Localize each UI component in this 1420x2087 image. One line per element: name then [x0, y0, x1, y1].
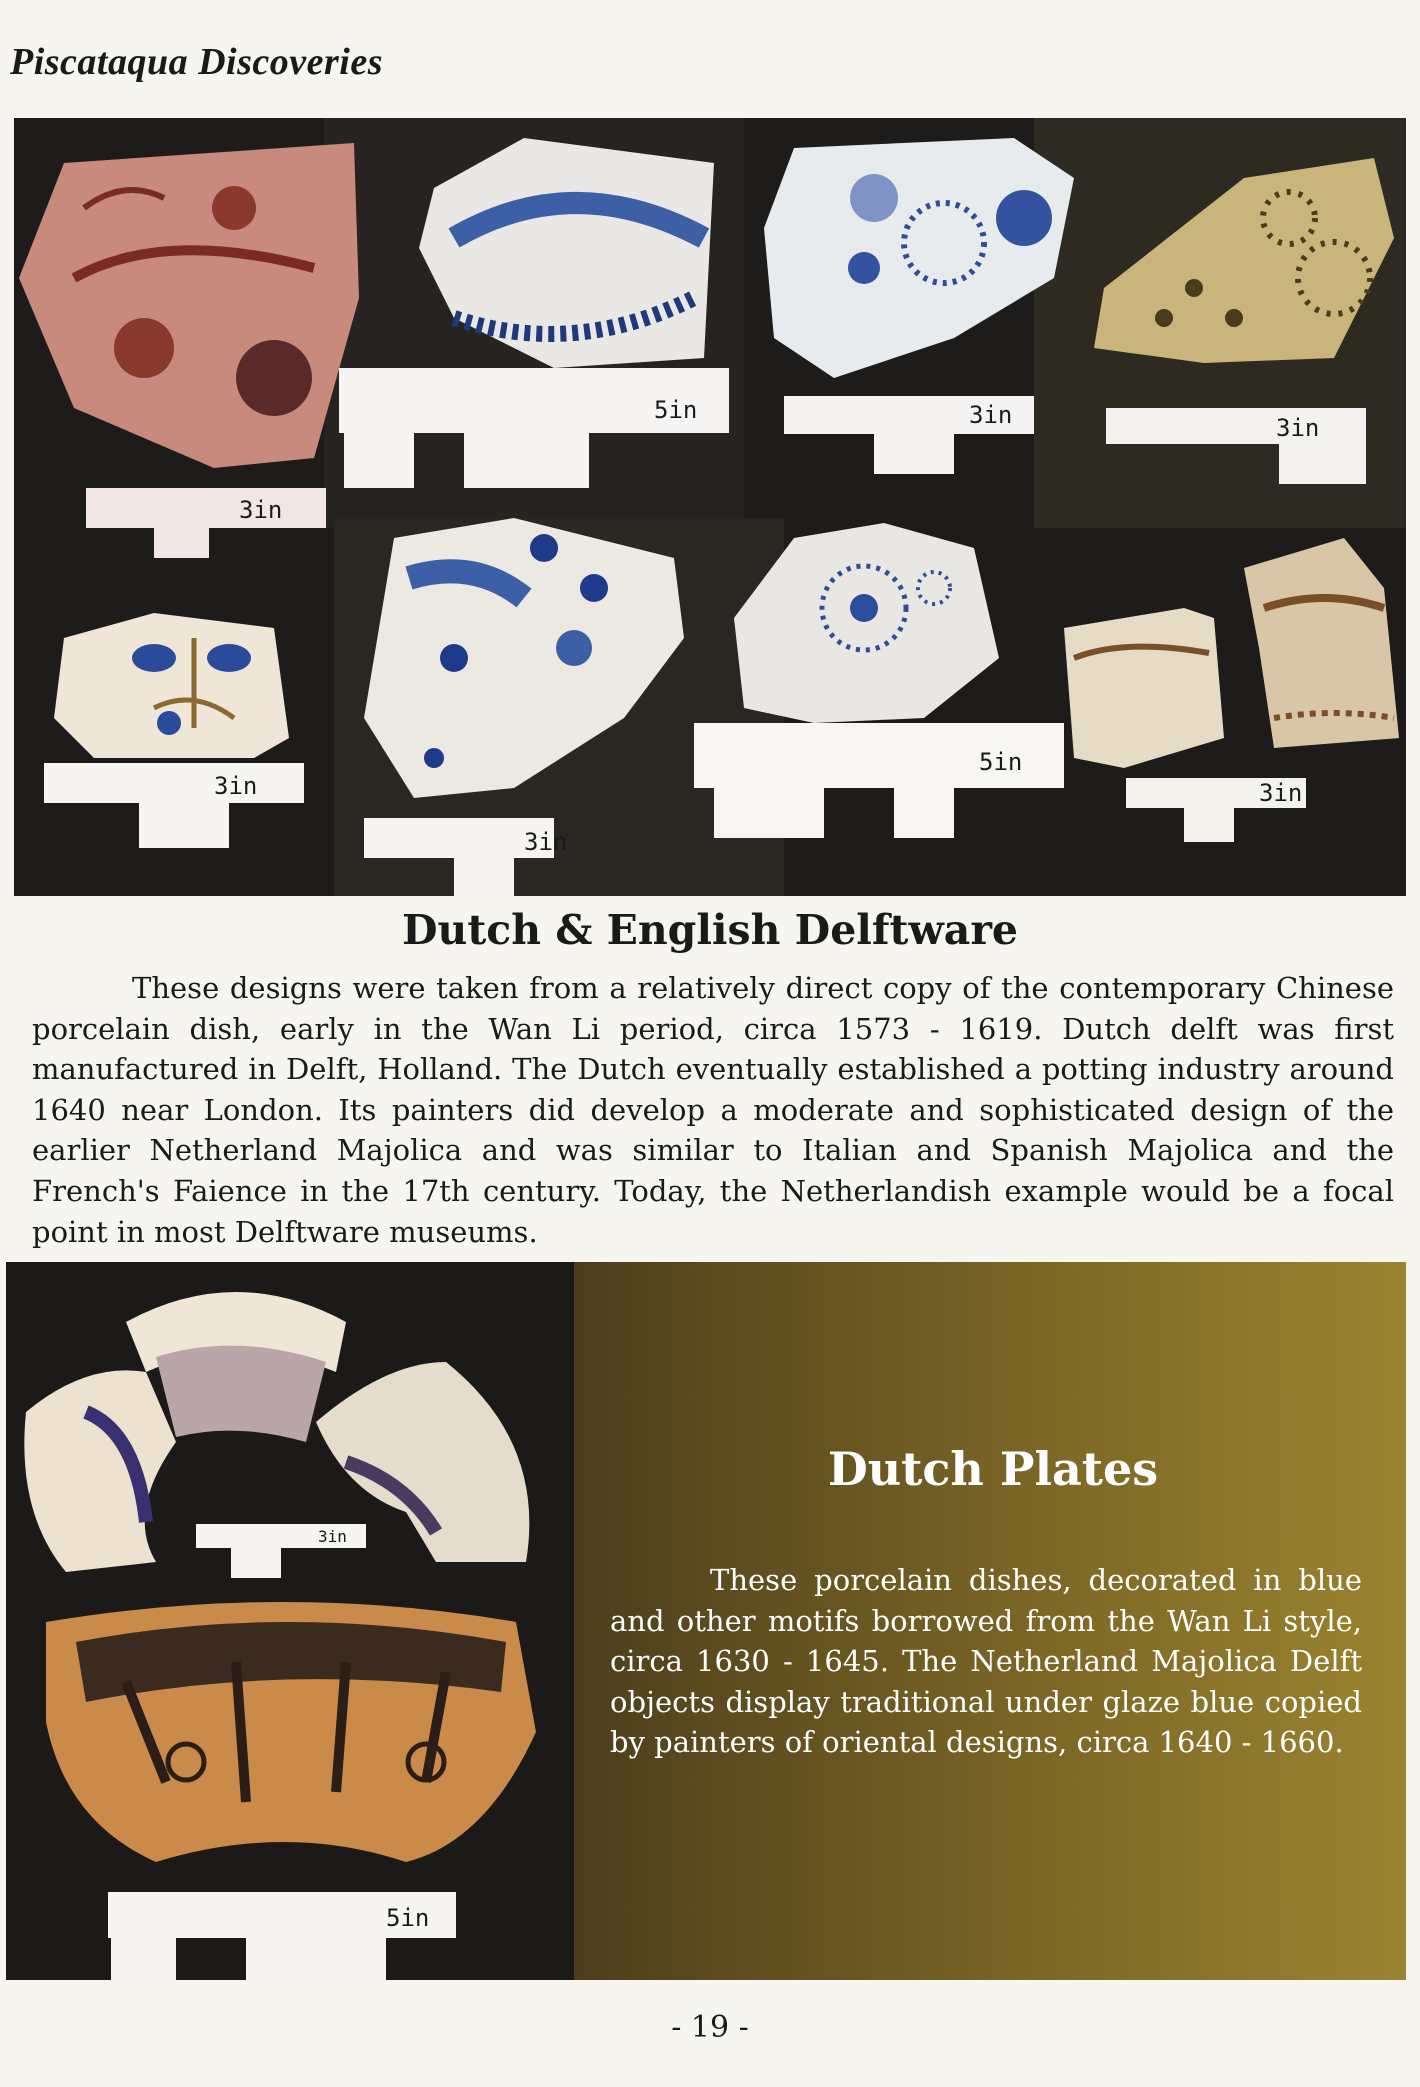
dutch-plates-body-text: These porcelain dishes, decorated in blue and other motifs borrowed from the Wan Li style, circa 1630 - 1645. The Netherland Majolica Delft objects display traditional under glaze blue copied by painters of oriental designs, circa 1640 - 1660. [610, 1563, 1362, 1759]
scale-label: 3in [214, 772, 258, 800]
scale-label: 3in [239, 496, 283, 524]
dutch-plates-photo [6, 1262, 574, 1980]
scale-label: 3in [1259, 779, 1303, 807]
scale-label: 3in [1276, 414, 1320, 442]
scale-label: 5in [979, 748, 1023, 776]
scale-label: 3in [318, 1527, 347, 1546]
scale-label: 5in [654, 396, 698, 424]
scale-label: 3in [524, 828, 568, 856]
scale-label: 3in [969, 401, 1013, 429]
delftware-section-title: Dutch & English Delftware [401, 906, 1019, 954]
delftware-body-text: These designs were taken from a relatively direct copy of the contemporary Chinese porcelain dish, early in the Wan Li period, circa 1573 - 1619. Dutch delft was first manufactured in Delft, Holland. The Dutch eventually established a potting industry around 1640 near London. Its painters did develop a moderate and sophisticated design of the earlier Netherland Majolica and was similar to Italian and Spanish Majolica and the French's Faience in the 17th century. Today, the Netherlandish example would be a focal point in most Delftware museums. [32, 971, 1394, 1249]
scale-label: 5in [386, 1904, 430, 1932]
page-number: - 19 - [671, 2010, 749, 2045]
dutch-plates-title: Dutch Plates [827, 1442, 1159, 1496]
plate-fragment-lower [46, 1602, 536, 1862]
floral-cup-sherd [54, 613, 289, 758]
running-header: Piscataqua Discoveries [10, 41, 384, 83]
dutch-plates-band [6, 1262, 1406, 1980]
delftware-photo-collage [14, 118, 1406, 896]
